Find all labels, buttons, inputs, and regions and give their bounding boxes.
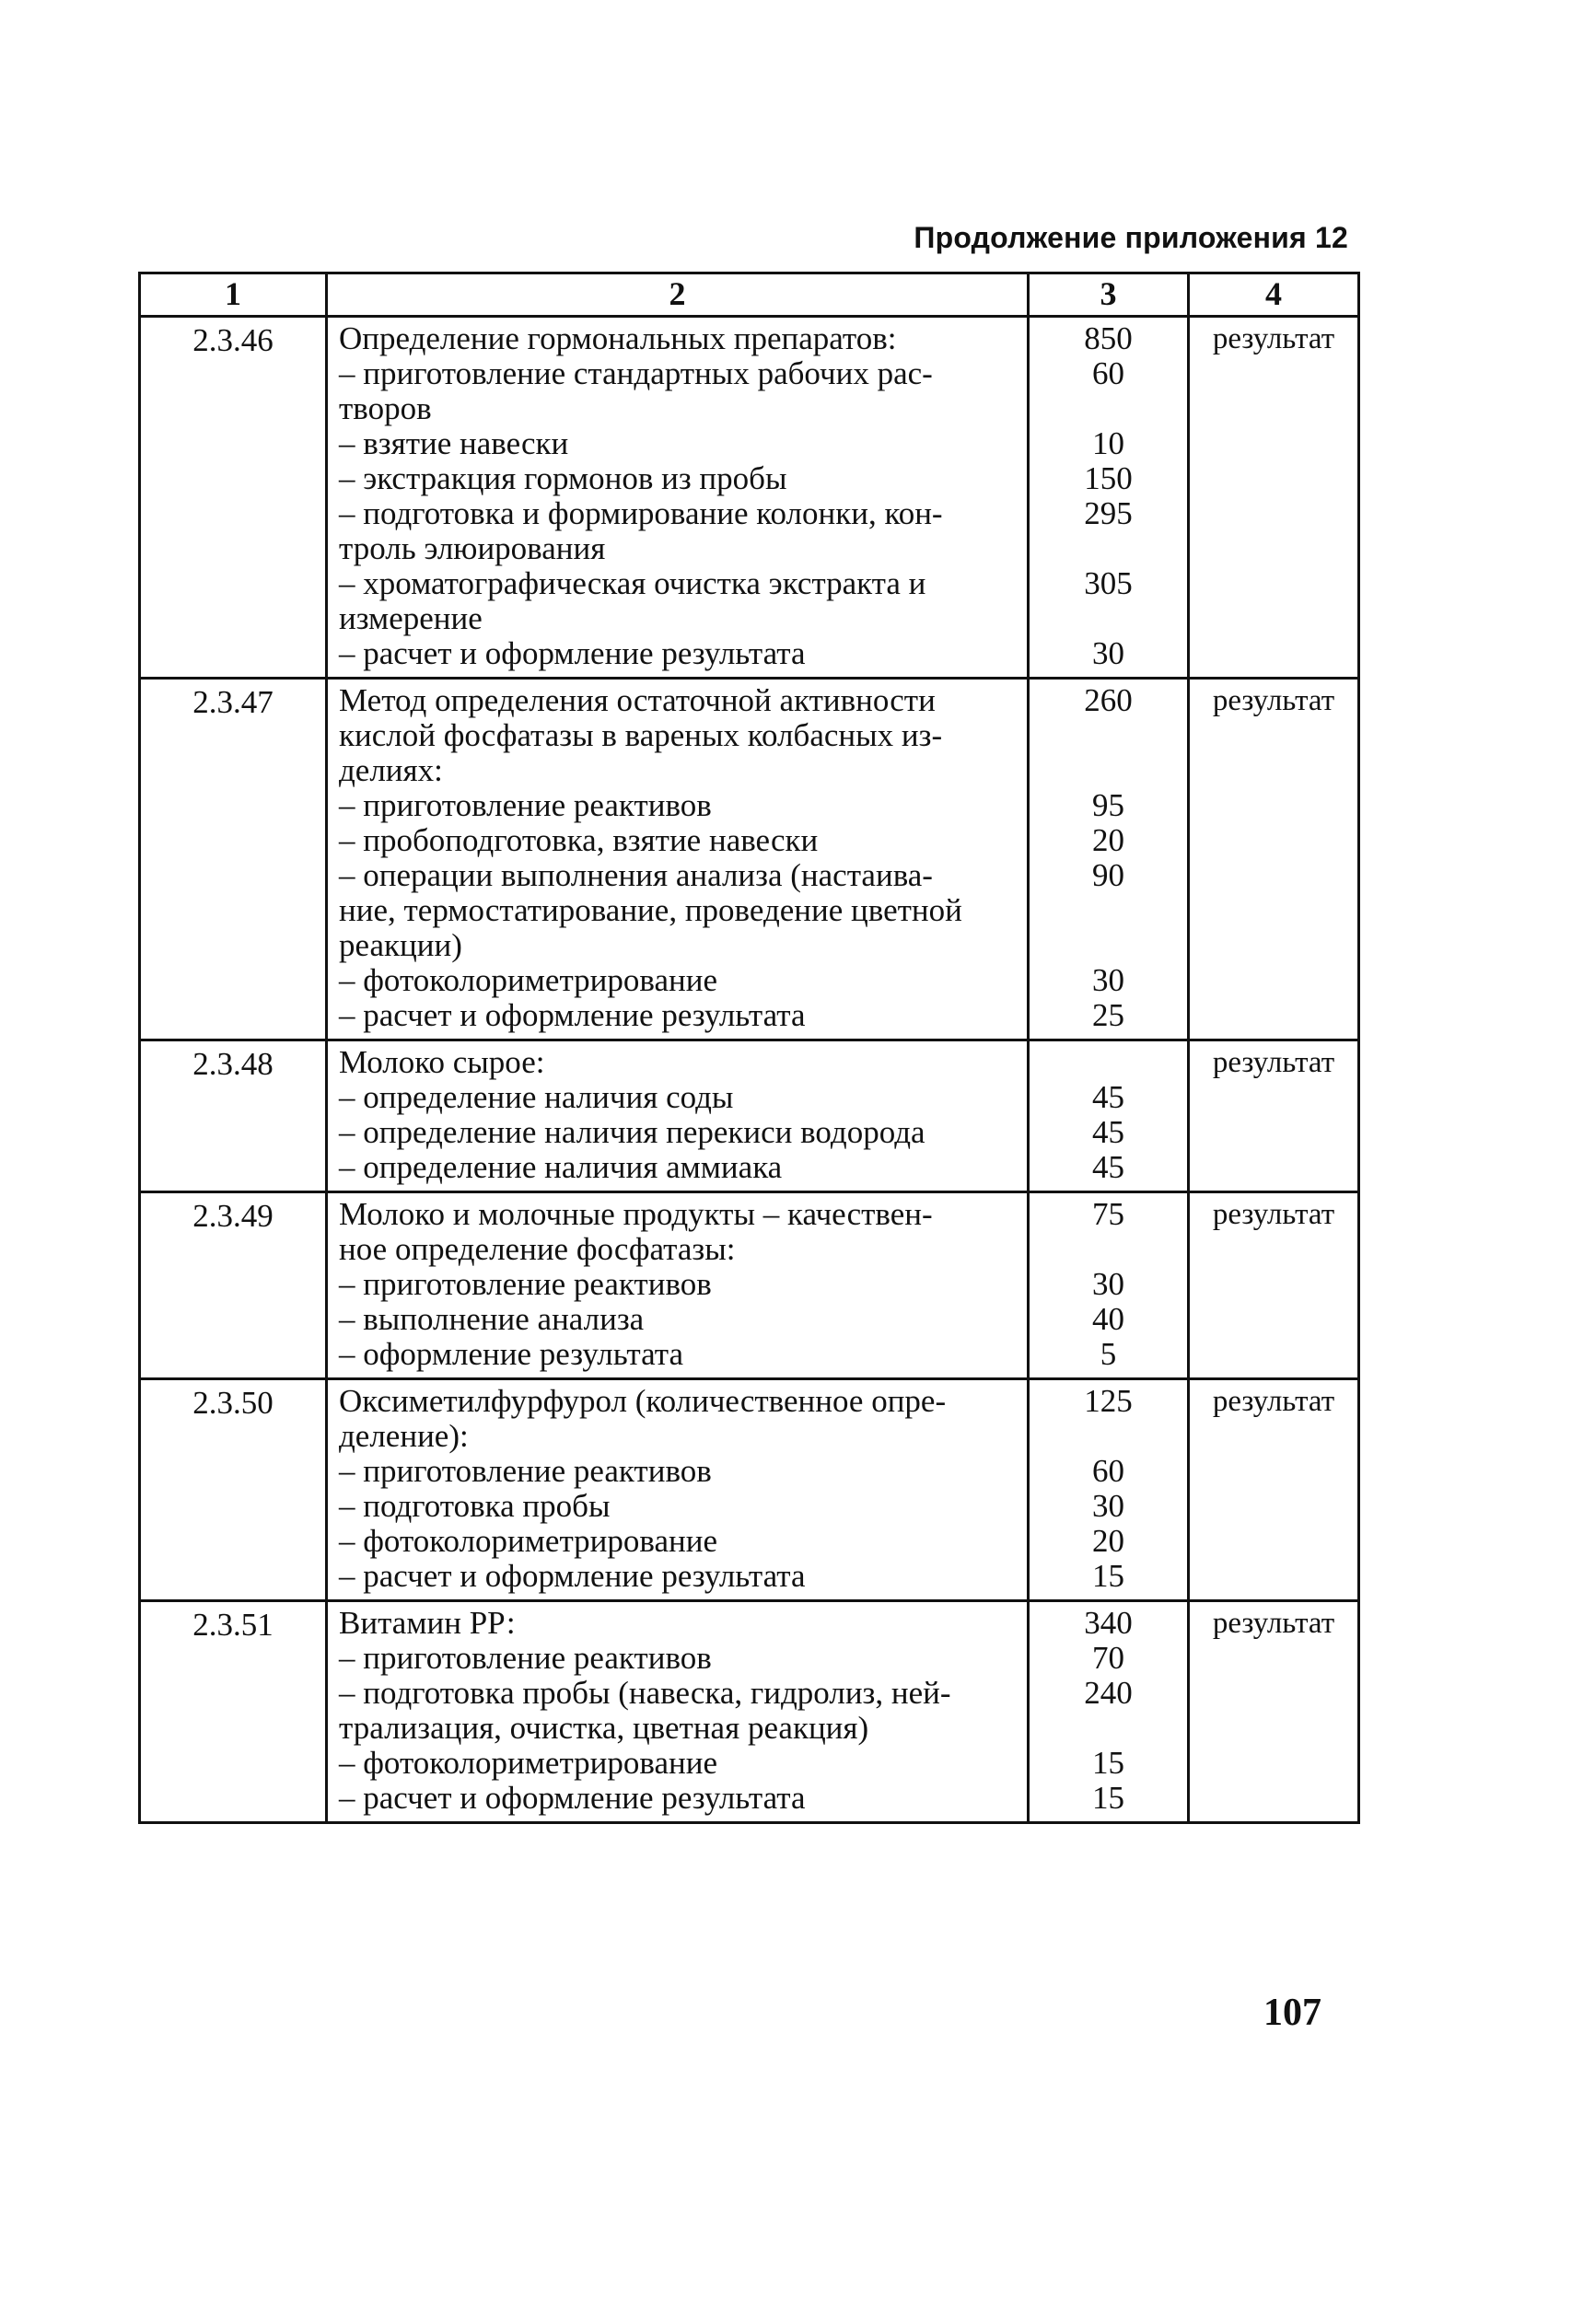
time-value: 30 [1092,1266,1124,1302]
description-line: – расчет и оформление результата [339,635,806,671]
description-line: деление): [339,1418,469,1454]
item-number-cell: 2.3.50 [140,1379,327,1601]
table-row [140,679,1359,1040]
description-line: – фотоколориметрирование [339,1745,717,1781]
time-value: 20 [1092,1523,1124,1559]
description-line: ное определение фосфатазы: [339,1231,736,1267]
column-header-2: 2 [327,273,1029,317]
column-header-4: 4 [1189,273,1359,317]
time-value: 95 [1092,787,1124,823]
time-values-cell [1029,1379,1189,1601]
time-value: 15 [1092,1558,1124,1594]
table-row [140,1601,1359,1823]
time-value [1030,753,1187,788]
time-value: 340 [1084,1605,1133,1641]
time-value: 5 [1100,1336,1117,1372]
table-row [140,317,1359,679]
time-values-cell [1029,1040,1189,1192]
time-value: 90 [1092,857,1124,893]
time-value: 150 [1084,460,1133,496]
item-number-cell: 2.3.51 [140,1601,327,1823]
table-row [140,1379,1359,1601]
description-line: – фотоколориметрирование [339,962,717,998]
time-value: 60 [1092,1453,1124,1489]
column-header-3: 3 [1029,273,1189,317]
time-value: 60 [1092,355,1124,391]
time-value: 260 [1084,682,1133,718]
time-value: 15 [1092,1745,1124,1781]
description-line: Оксиметилфурфурол (количественное опре- [339,1383,947,1419]
description-line: – оформление результата [339,1336,684,1372]
description-line: – определение наличия аммиака [339,1149,783,1185]
description-line: – пробоподготовка, взятие навески [339,822,819,858]
description-cell [327,1192,1029,1379]
result-unit-cell: результат [1189,1601,1359,1823]
description-line: – определение наличия перекиси водорода [339,1114,925,1150]
time-value: 305 [1084,565,1133,601]
time-value: 45 [1092,1114,1124,1150]
description-line: творов [339,390,432,426]
item-number-cell: 2.3.48 [140,1040,327,1192]
time-value [1030,1232,1187,1267]
result-unit-cell: результат [1189,1192,1359,1379]
description-line: Определение гормональных препаратов: [339,320,897,356]
time-values-cell [1029,1601,1189,1823]
description-cell [327,1379,1029,1601]
time-value: 240 [1084,1675,1133,1711]
time-value [1030,391,1187,426]
time-value: 15 [1092,1780,1124,1816]
description-line: – операции выполнения анализа (настаива- [339,857,933,893]
description-line: – приготовление реактивов [339,1453,712,1489]
description-cell [327,317,1029,679]
time-value [1030,1711,1187,1746]
time-value: 40 [1092,1301,1124,1337]
table-header-row [140,273,1359,317]
time-value [1030,531,1187,566]
description-line: – определение наличия соды [339,1079,734,1115]
time-value: 45 [1092,1149,1124,1185]
item-number-cell: 2.3.46 [140,317,327,679]
result-unit-cell: результат [1189,1379,1359,1601]
description-line: – расчет и оформление результата [339,1558,806,1594]
time-value: 70 [1092,1640,1124,1676]
time-value [1030,928,1187,963]
time-value: 295 [1084,495,1133,531]
description-line: – подготовка пробы [339,1488,611,1524]
time-value [1030,601,1187,636]
description-cell [327,1040,1029,1192]
table-row [140,1192,1359,1379]
description-line: – хроматографическая очистка экстракта и [339,565,926,601]
description-line: Метод определения остаточной активности [339,682,936,718]
time-value: 30 [1092,1488,1124,1524]
description-line: трализация, очистка, цветная реакция) [339,1710,869,1746]
time-value [1030,1045,1187,1080]
description-line: реакции) [339,927,462,963]
time-values-cell [1029,679,1189,1040]
time-value: 10 [1092,425,1124,461]
item-number-cell: 2.3.47 [140,679,327,1040]
description-line: измерение [339,600,483,636]
description-line: – экстракция гормонов из пробы [339,460,787,496]
time-value: 125 [1084,1383,1133,1419]
time-value: 45 [1092,1079,1124,1115]
description-cell [327,679,1029,1040]
time-value: 850 [1084,320,1133,356]
time-value [1030,1419,1187,1454]
time-value [1030,718,1187,753]
description-line: – приготовление стандартных рабочих рас- [339,355,933,391]
description-line: – расчет и оформление результата [339,1780,806,1816]
time-value: 30 [1092,962,1124,998]
result-unit-cell: результат [1189,317,1359,679]
time-value [1030,893,1187,928]
description-line: – подготовка и формирование колонки, кон- [339,495,943,531]
time-value: 20 [1092,822,1124,858]
description-line: делиях: [339,752,443,788]
result-unit-cell: результат [1189,679,1359,1040]
description-line: – взятие навески [339,425,569,461]
page-number: 107 [1263,1992,1321,2034]
time-value: 30 [1092,635,1124,671]
description-line: Витамин РР: [339,1605,516,1641]
time-values-cell [1029,317,1189,679]
description-line: – фотоколориметрирование [339,1523,717,1559]
description-line: – подготовка пробы (навеска, гидролиз, ней- [339,1675,951,1711]
time-value: 75 [1092,1196,1124,1232]
description-line: кислой фосфатазы в вареных колбасных из- [339,717,943,753]
table-caption: Продолжение приложения 12 [914,221,1348,254]
description-line: – приготовление реактивов [339,1266,712,1302]
description-line: троль элюирования [339,530,606,566]
description-line: Молоко сырое: [339,1044,545,1080]
description-cell [327,1601,1029,1823]
time-values-cell [1029,1192,1189,1379]
table-row [140,1040,1359,1192]
description-line: ние, термостатирование, проведение цветной [339,892,962,928]
result-unit-cell: результат [1189,1040,1359,1192]
norms-table [138,272,1360,1824]
time-value: 25 [1092,997,1124,1033]
description-line: – выполнение анализа [339,1301,645,1337]
description-line: – приготовление реактивов [339,787,712,823]
description-line: – расчет и оформление результата [339,997,806,1033]
table-body [140,317,1359,1823]
description-line: Молоко и молочные продукты – качествен- [339,1196,933,1232]
item-number-cell: 2.3.49 [140,1192,327,1379]
description-line: – приготовление реактивов [339,1640,712,1676]
column-header-1: 1 [140,273,327,317]
